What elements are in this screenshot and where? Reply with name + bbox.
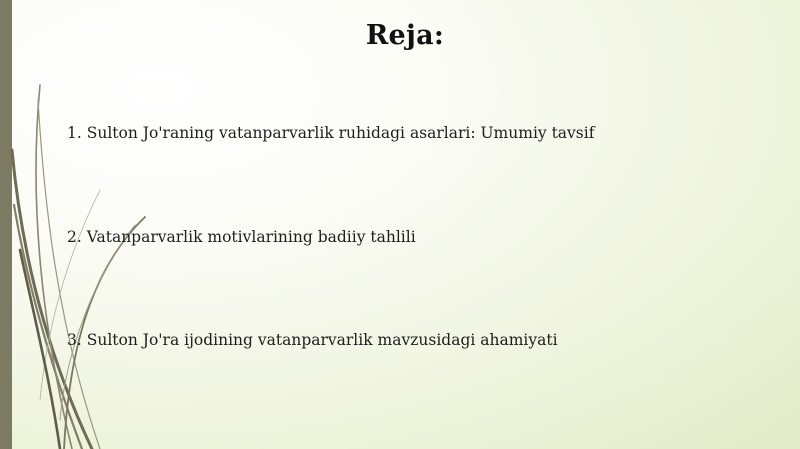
left-accent-bar <box>0 0 12 449</box>
plan-item-3: 3. Sulton Jo'ra ijodining vatanparvarlik mavzusidagi ahamiyati <box>67 331 558 349</box>
plan-item-1: 1. Sulton Jo'raning vatanparvarlik ruhidagi asarlari: Umumiy tavsif <box>67 124 595 142</box>
plan-item-2: 2. Vatanparvarlik motivlarining badiiy tahlili <box>67 228 416 246</box>
slide-title: Reja: <box>365 20 445 51</box>
